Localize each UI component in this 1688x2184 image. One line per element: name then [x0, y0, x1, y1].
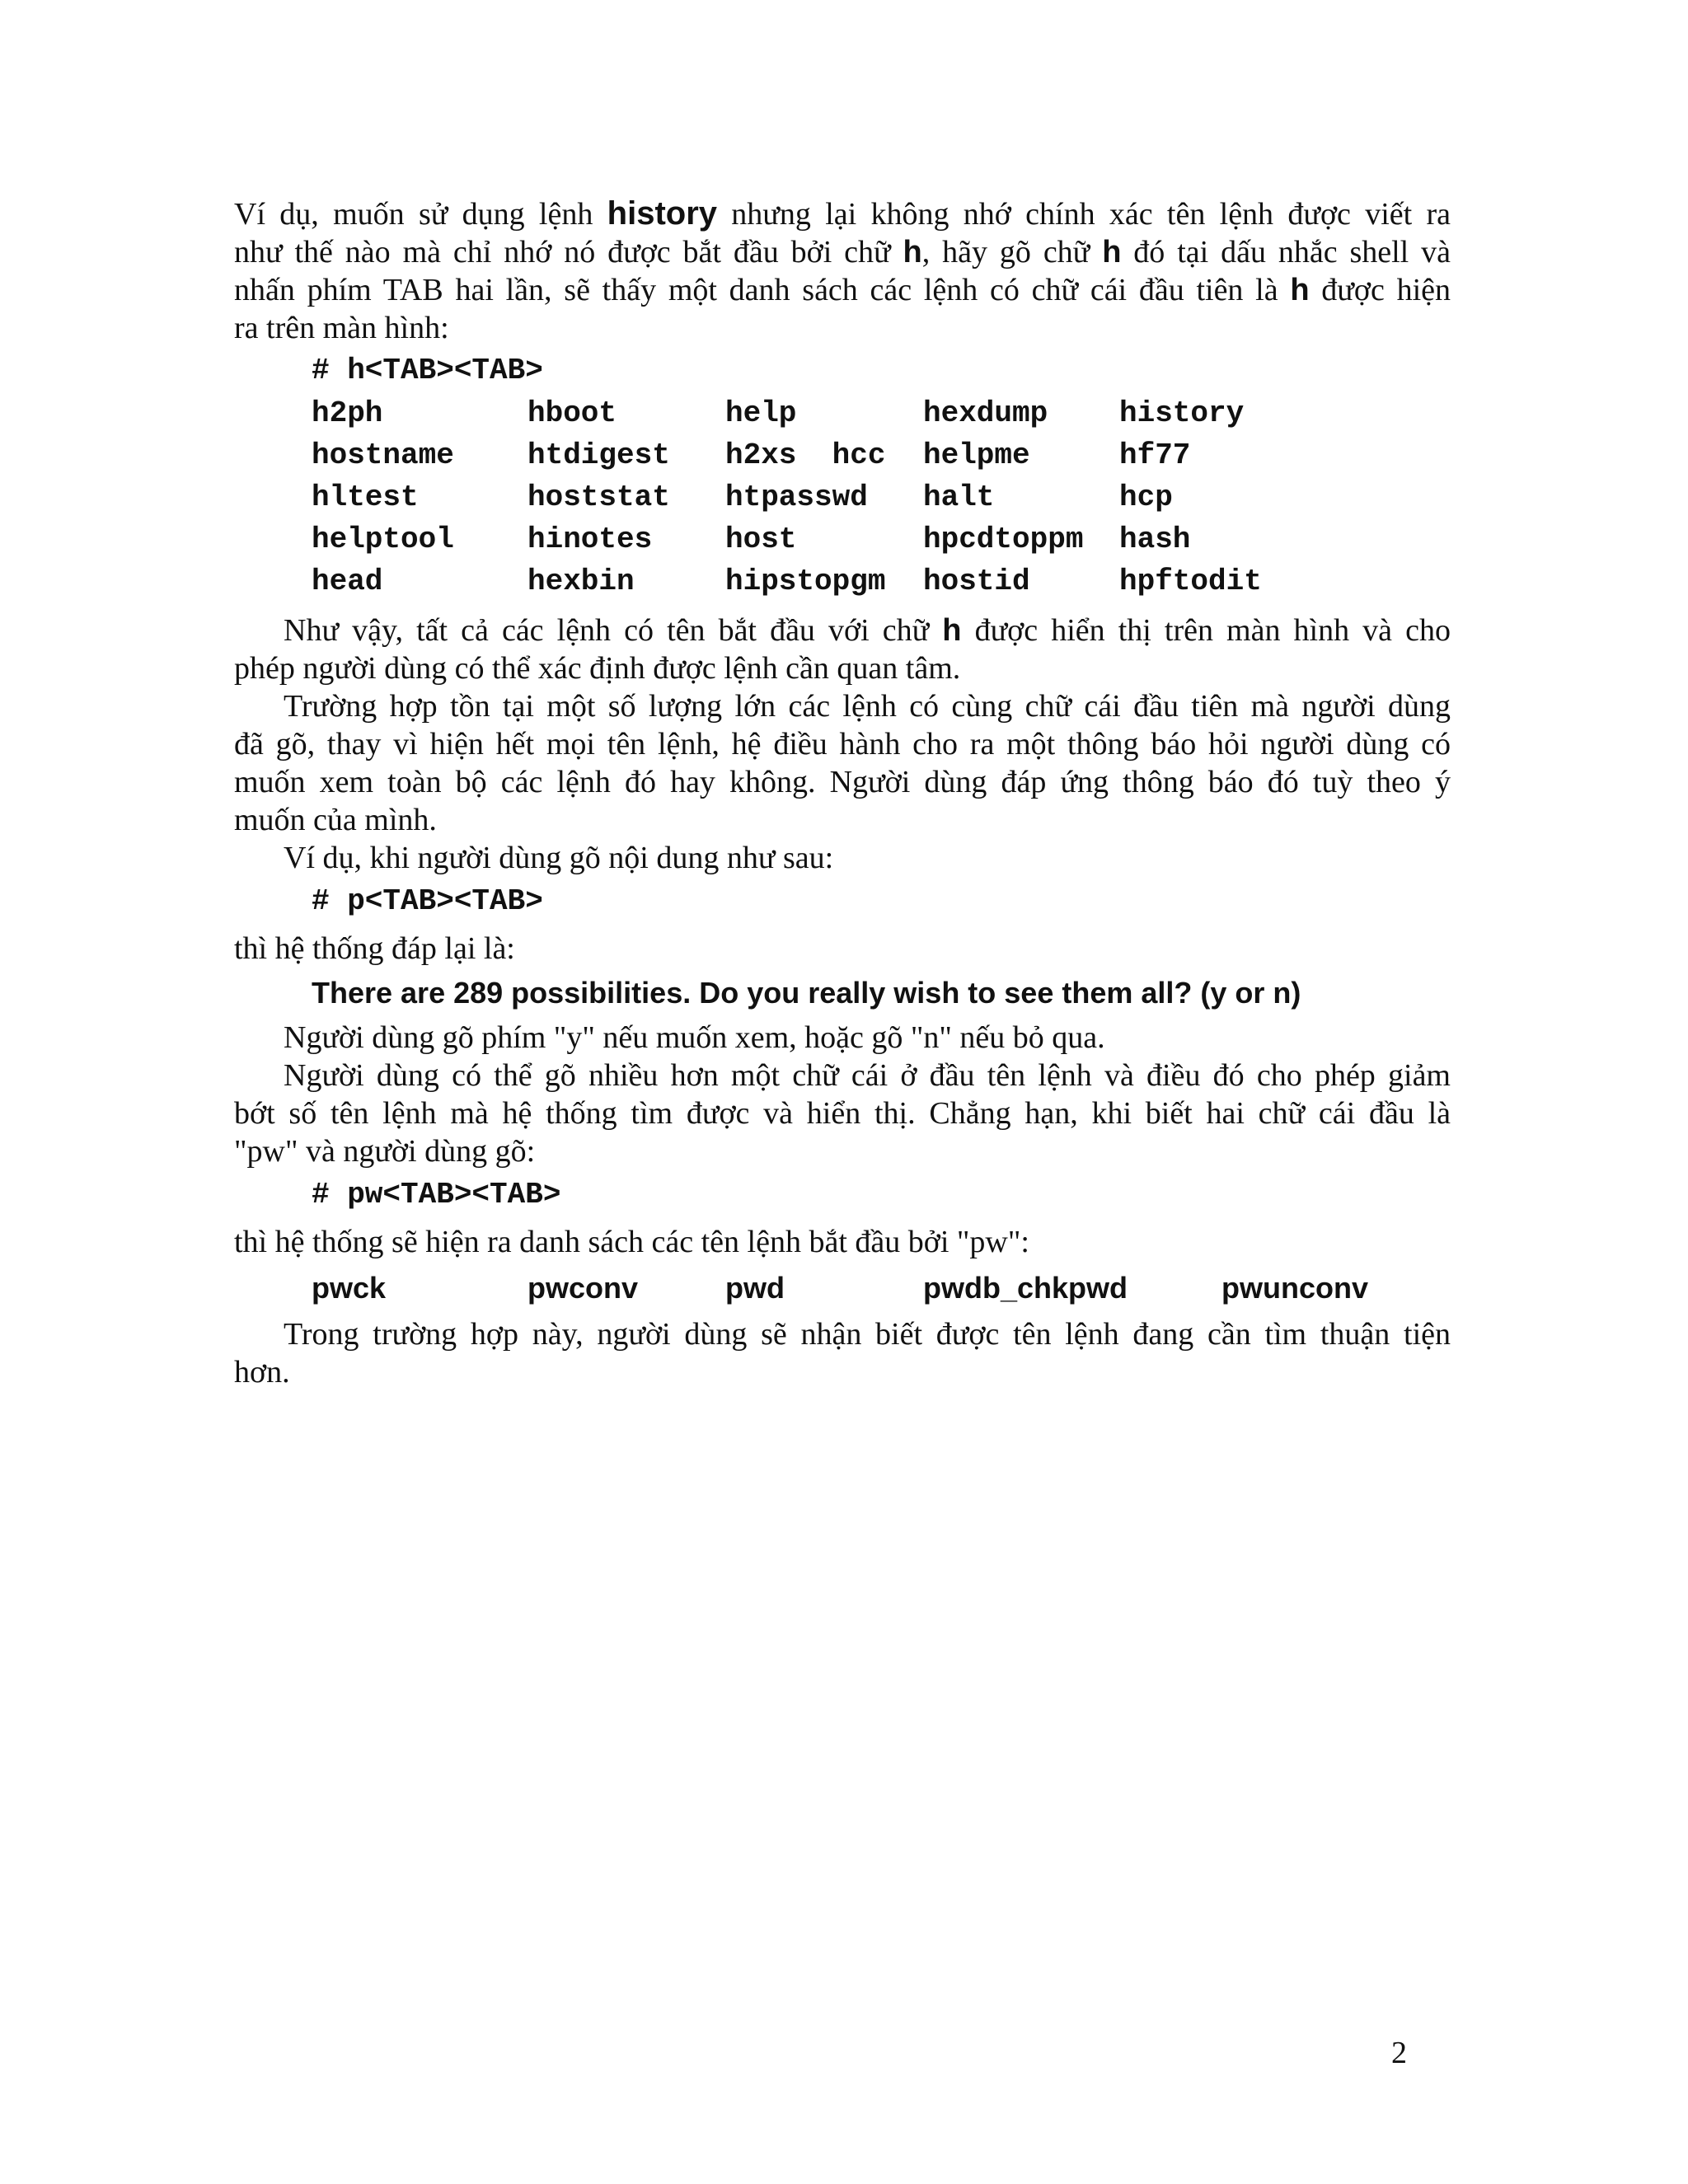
h-command: hipstopgm [725, 565, 886, 598]
h-letter: h [942, 613, 962, 648]
h-command: helptool [312, 523, 454, 556]
command-pw-tab: # pw<TAB><TAB> [312, 1178, 561, 1212]
h-command: history [1119, 396, 1245, 430]
h-command: hf77 [1119, 438, 1191, 472]
intro-line-3 [234, 271, 1451, 309]
h-command: hoststat [528, 480, 670, 514]
intro-text: như thế nào mà chỉ nhớ nó được bắt đầu bởi chữ [234, 235, 903, 269]
para6-line: Người dùng gõ phím "y" nếu muốn xem, hoặc gõ "n" nếu bỏ qua. [284, 1020, 1105, 1055]
page-number: 2 [1391, 2036, 1407, 2070]
h-letter: h [1290, 273, 1310, 307]
intro-paragraph [234, 194, 1451, 347]
h-command: h2ph [312, 396, 383, 430]
paragraph-4 [234, 839, 1451, 877]
para8-line: thì hệ thống sẽ hiện ra danh sách các tên lệnh bắt đầu bởi "pw": [234, 1225, 1029, 1259]
h-command: hostname [312, 438, 454, 472]
command-h-tab: # h<TAB><TAB> [312, 354, 543, 387]
para4-line: Ví dụ, khi người dùng gõ nội dung như sau: [284, 841, 834, 875]
command-p-tab: # p<TAB><TAB> [312, 884, 543, 918]
pw-command: pwconv [528, 1271, 639, 1305]
pw-command: pwunconv [1221, 1271, 1368, 1305]
h-command: htdigest [528, 438, 670, 472]
intro-line-2 [234, 233, 1451, 271]
intro-text: Ví dụ, muốn sử dụng lệnh [234, 197, 607, 232]
para9-line-1: Trong trường hợp này, người dùng sẽ nhận biết được tên lệnh đang cần tìm thuận tiện [284, 1317, 1451, 1352]
h-command: host [725, 523, 797, 556]
para7-line-2: bớt số tên lệnh mà hệ thống tìm được và hiển thị. Chẳng hạn, khi biết hai chữ cái đầu là [234, 1096, 1451, 1131]
para9-line-2: hơn. [234, 1355, 290, 1390]
para5-line: thì hệ thống đáp lại là: [234, 931, 515, 966]
h-command: hexbin [528, 565, 635, 598]
paragraph-7 [234, 1057, 1451, 1170]
para-text: được hiển thị trên màn hình và cho [961, 613, 1451, 648]
paragraph-9 [234, 1315, 1451, 1391]
paragraph-5 [234, 930, 1451, 968]
h-command: hexdump [923, 396, 1048, 430]
paragraph-2 [234, 612, 1451, 687]
h-command: halt [923, 480, 995, 514]
para3-line-1: Trường hợp tồn tại một số lượng lớn các lệnh có cùng chữ cái đầu tiên mà người dùng [284, 689, 1451, 724]
h-command: hboot [528, 396, 617, 430]
pw-command: pwd [725, 1271, 785, 1305]
intro-text: , hãy gõ chữ [921, 235, 1103, 269]
para2-line-1 [234, 612, 1451, 649]
h-command: help [725, 396, 797, 430]
history-keyword: history [607, 195, 718, 232]
intro-line-1 [234, 194, 1451, 233]
para-text: Như vậy, tất cả các lệnh có tên bắt đầu với chữ [284, 613, 943, 648]
h-command: hcp [1119, 480, 1173, 514]
h-command: h2xs hcc [725, 438, 886, 472]
para3-line-4: muốn của mình. [234, 803, 437, 837]
h-command: htpasswd [725, 480, 868, 514]
paragraph-6 [234, 1019, 1451, 1057]
h-command: head [312, 565, 383, 598]
para2-line-2: phép người dùng có thể xác định được lệnh cần quan tâm. [234, 651, 961, 686]
h-command: hinotes [528, 523, 653, 556]
h-command: helpme [923, 438, 1030, 472]
intro-text: được hiện [1309, 273, 1451, 307]
h-letter: h [903, 235, 922, 269]
h-command: hostid [923, 565, 1030, 598]
intro-text: đó tại dấu nhắc shell và [1121, 235, 1451, 269]
intro-line-4: ra trên màn hình: [234, 311, 449, 345]
para7-line-1: Người dùng có thể gõ nhiều hơn một chữ cái ở đầu tên lệnh và điều đó cho phép giảm [284, 1058, 1451, 1093]
h-letter: h [1102, 235, 1122, 269]
pw-command: pwck [312, 1271, 387, 1305]
h-command: hpftodit [1119, 565, 1262, 598]
para3-line-2: đã gõ, thay vì hiện hết mọi tên lệnh, hệ điều hành cho ra một thông báo hỏi người dùng có [234, 727, 1451, 762]
h-command: hash [1119, 523, 1191, 556]
intro-text: nhưng lại không nhớ chính xác tên lệnh được viết ra [717, 197, 1451, 232]
para7-line-3: "pw" và người dùng gõ: [234, 1134, 536, 1169]
pw-command: pwdb_chkpwd [923, 1271, 1128, 1305]
paragraph-3 [234, 687, 1451, 839]
h-command: hpcdtoppm [923, 523, 1084, 556]
h-command: hltest [312, 480, 419, 514]
intro-text: nhấn phím TAB hai lần, sẽ thấy một danh sách các lệnh có chữ cái đầu tiên là [234, 273, 1291, 307]
paragraph-8 [234, 1223, 1451, 1261]
possibilities-message: There are 289 possibilities. Do you really wish to see them all? (y or n) [312, 976, 1301, 1010]
para3-line-3: muốn xem toàn bộ các lệnh đó hay không. Người dùng đáp ứng thông báo đó tuỳ theo ý [234, 765, 1451, 799]
